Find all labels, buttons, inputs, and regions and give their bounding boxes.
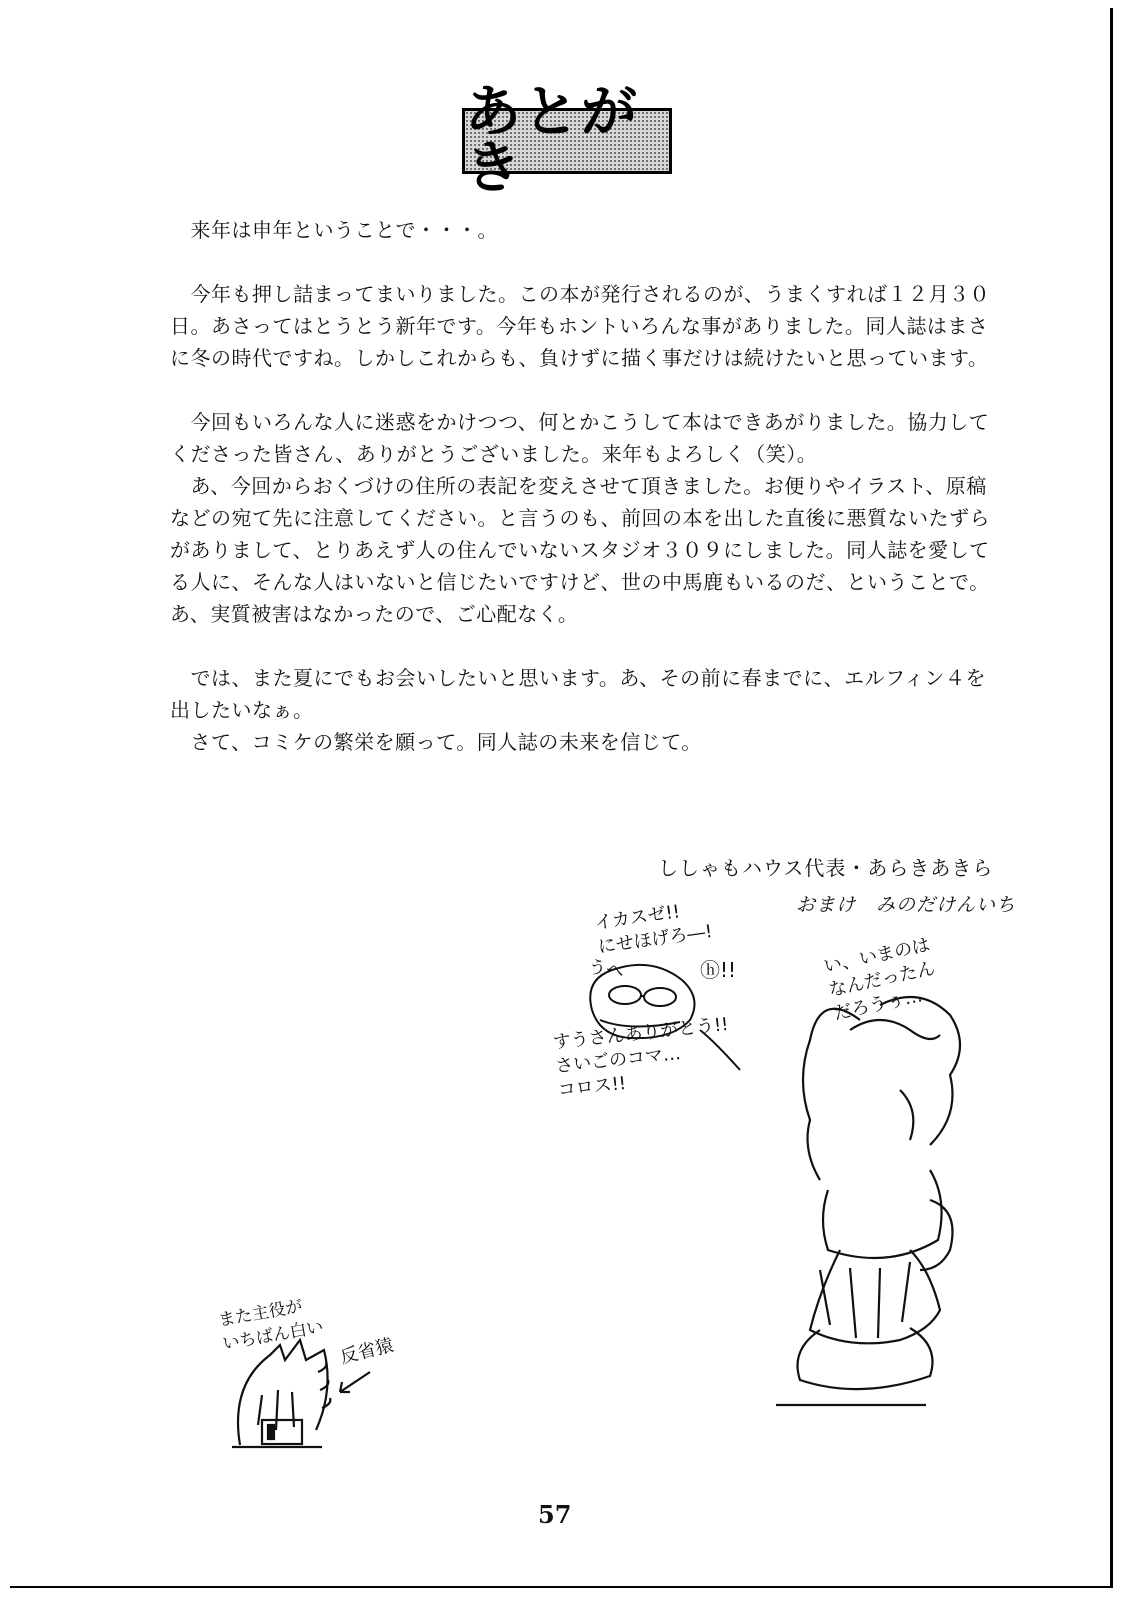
text-line: に冬の時代ですね。しかしこれからも、負けずに描く事だけは続けたいと思っています。 xyxy=(170,346,989,370)
doodle-text-ikasuze: イカスゼ!! にせほげろ―! xyxy=(593,901,714,958)
page-title: あとがき xyxy=(465,80,639,201)
text-line: あ、実質被害はなかったので、ご心配なく。 xyxy=(170,602,579,626)
doodle-text-thanks: すうさんありがとう!! さいごのコマ… コロス!! xyxy=(551,1013,730,1102)
text-line: くださった皆さん、ありがとうございました。来年もよろしく（笑）。 xyxy=(170,442,818,466)
text-line: では、また夏にでもお会いしたいと思います。あ、その前に春までに、エルフィン４を xyxy=(170,666,986,690)
text-line: 来年は申年ということで・・・。 xyxy=(170,218,498,242)
text-line: 日。あさってはとうとう新年です。今年もホントいろんな事がありました。同人誌はまさ xyxy=(170,314,989,338)
text-line: などの宛て先に注意してください。と言うのも、前回の本を出した直後に悪質ないたずら xyxy=(170,506,990,530)
doodle-text-shuyaku: また主役が いちばん白い xyxy=(216,1296,326,1355)
signature: ししゃもハウス代表・あらきあきら xyxy=(658,856,994,880)
doodle-text-ima-no-wa: い、いまのは なんだったん だろうぅ… xyxy=(821,934,937,1025)
omake-credit: おまけ みのだけんいち xyxy=(796,894,1017,916)
doodle-text-uhe: うへ xyxy=(586,956,626,983)
doodle-text-glasses: ⓗ!! xyxy=(700,958,737,982)
page-number: 57 xyxy=(538,1500,572,1529)
text-line: 今年も押し詰まってまいりました。この本が発行されるのが、うまくすれば１２月３０ xyxy=(170,282,990,306)
text-line: あ、今回からおくづけの住所の表記を変えさせて頂きました。お便りやイラスト、原稿 xyxy=(170,474,987,498)
text-line: る人に、そんな人はいないと信じたいですけど、世の中馬鹿もいるのだ、ということで。 xyxy=(170,570,990,594)
text-line: がありまして、とりあえず人の住んでいないスタジオ３０９にしました。同人誌を愛して xyxy=(170,538,990,562)
text-line: さて、コミケの繁栄を願って。同人誌の未来を信じて。 xyxy=(170,730,702,754)
text-line: 出したいなぁ。 xyxy=(170,698,314,722)
text-line: 今回もいろんな人に迷惑をかけつつ、何とかこうして本はできあがりました。協力して xyxy=(170,410,990,434)
sitting-girl-illustration xyxy=(776,997,960,1405)
doodle-text-hanseizaru: 反省猿 xyxy=(338,1334,396,1369)
